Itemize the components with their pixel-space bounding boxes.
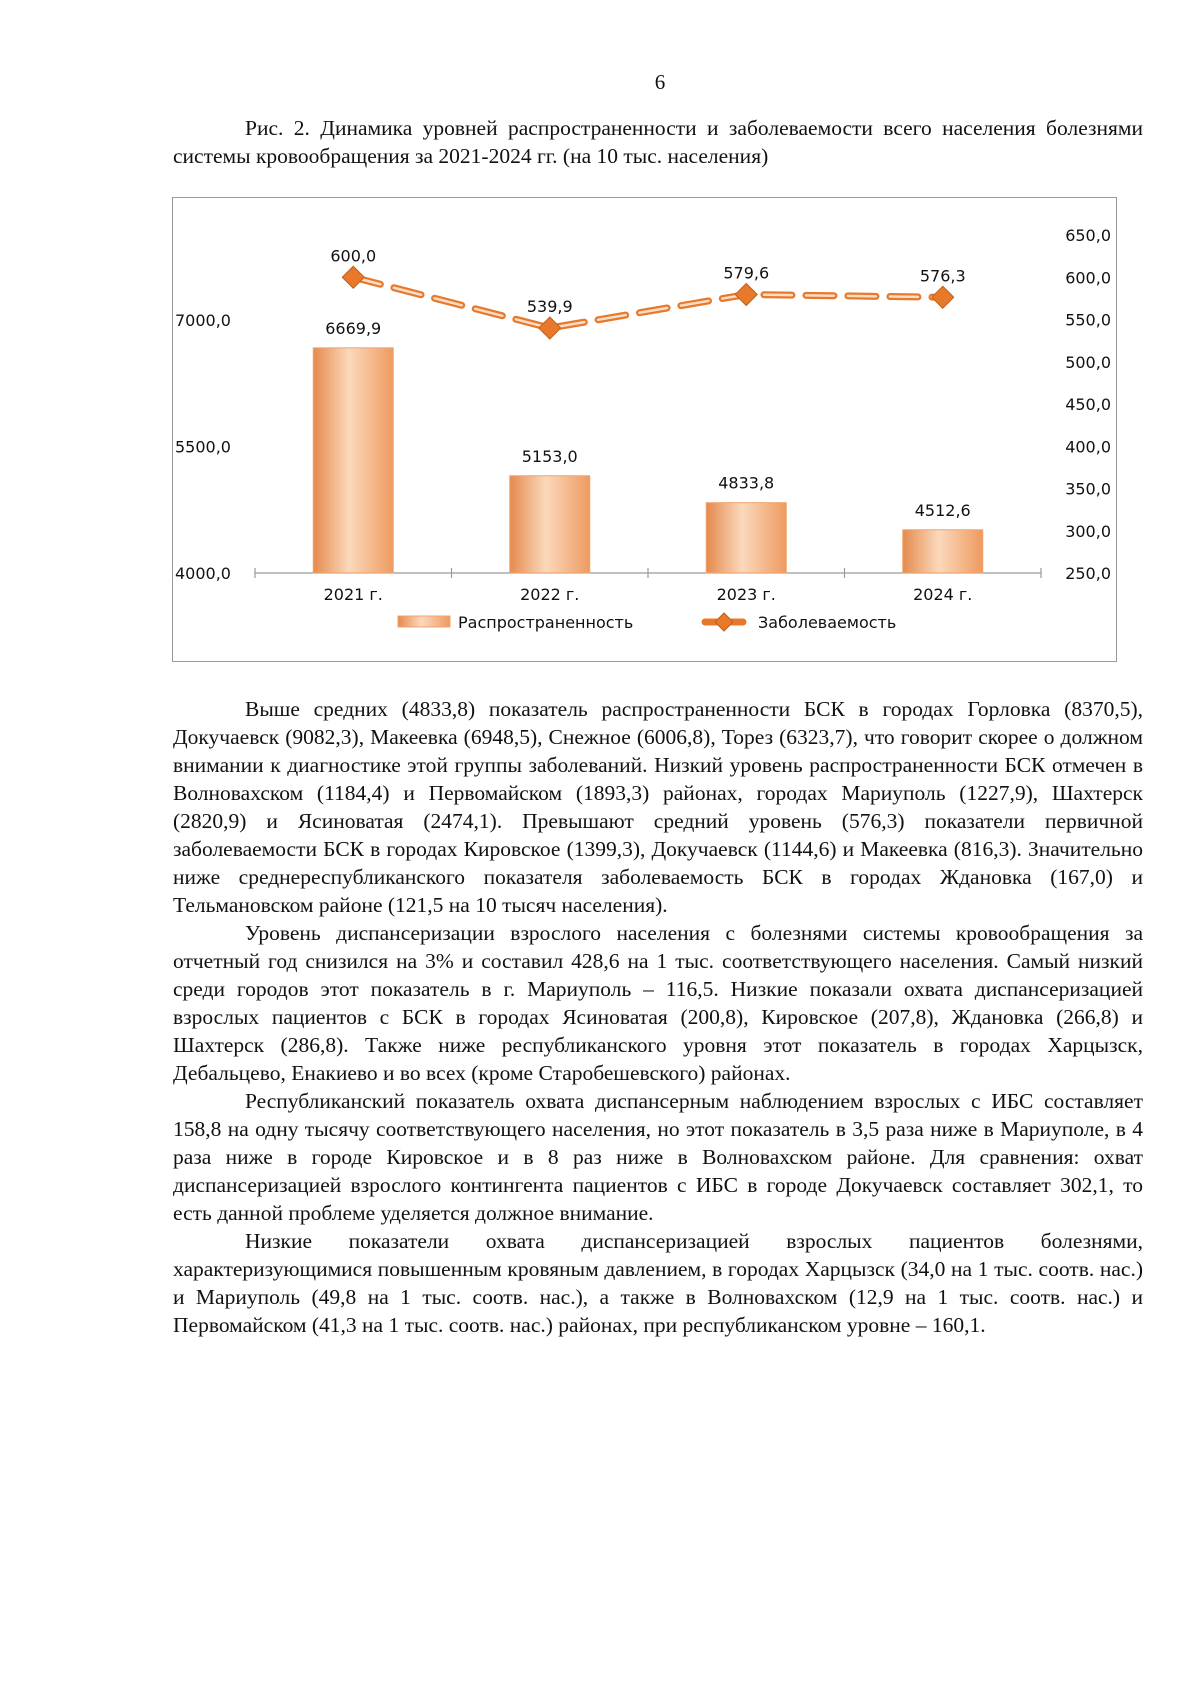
line-point-marker (932, 286, 954, 308)
x-tick-label: 2023 г. (716, 585, 776, 604)
bar-data-label: 5153,0 (521, 446, 578, 466)
x-tick-label: 2024 г. (913, 585, 973, 604)
line-data-label: 579,6 (723, 263, 770, 283)
bar-prevalence (510, 476, 590, 573)
y-right-tick-label: 450,0 (1065, 395, 1111, 414)
bar-data-label: 4512,6 (914, 500, 971, 520)
paragraph-ihd-coverage: Республиканский показатель охвата диспансерным наблюдением взрослых с ИБС составляет 158,8 на одну тысячу соответствующего населения, но этот показатель в 3,5 раза ниже в Мариуполе, в 4 раза ниже в городе Кировское и в 8 раз ниже в Волновахском районе. Для сравнения: охват диспансеризацией взрослого контингента пациентов с ИБС в городе Докучаевск составляет 302,1, то есть данной проблеме уделяется должное внимание. (173, 1089, 1143, 1225)
line-point-marker (539, 317, 561, 339)
figure-caption: Рис. 2. Динамика уровней распространенности и заболеваемости всего населения болезнями системы кровообращения за 2021-2024 гг. (на 10 тыс. населения) (173, 116, 1143, 168)
y-left-tick-label: 4000,0 (175, 564, 231, 583)
legend-bar-swatch (398, 616, 450, 627)
x-tick-label: 2021 г. (323, 585, 383, 604)
combo-chart (173, 198, 1116, 661)
x-tick-label: 2022 г. (520, 585, 580, 604)
line-incidence (353, 277, 943, 328)
y-right-tick-label: 550,0 (1065, 310, 1111, 330)
y-right-tick-label: 250,0 (1065, 564, 1111, 583)
bar-data-label: 4833,8 (718, 473, 775, 493)
y-right-tick-label: 500,0 (1065, 352, 1111, 372)
line-data-label: 576,3 (919, 266, 966, 286)
y-right-tick-label: 650,0 (1065, 226, 1111, 245)
line-data-label: 539,9 (526, 297, 573, 317)
y-left-tick-label: 7000,0 (175, 311, 231, 330)
line-point-marker (735, 283, 757, 305)
y-right-tick-label: 300,0 (1065, 521, 1111, 541)
legend-label-prevalence: Распространенность (458, 613, 634, 632)
y-right-tick-label: 350,0 (1065, 479, 1111, 499)
y-right-tick-label: 600,0 (1065, 268, 1111, 288)
body-text (173, 695, 1143, 1339)
bar-data-label: 6669,9 (325, 318, 382, 338)
paragraph-hypertension-coverage: Низкие показатели охвата диспансеризацией взрослых пациентов болезнями, характеризующимися повышенным кровяным давлением, в городах Харцызск (34,0 на 1 тыс. соотв. нас.) и Мариуполь (49,8 на 1 тыс. соотв. нас.), а также в Волновахском (12,9 на 1 тыс. соотв. нас.) и Первомайском (41,3 на 1 тыс. соотв. нас.) районах, при республиканском уровне – 160,1. (173, 1229, 1143, 1337)
paragraph-dispensarization: Уровень диспансеризации взрослого населения с болезнями системы кровообращения за отчетный год снизился на 3% и составил 428,6 на 1 тыс. соответствующего населения. Самый низкий среди городов этот показатель в г. Мариуполь – 116,5. Низкие показали охвата диспансеризацией взрослых пациентов с БСК в городах Ясиноватая (200,8), Кировское (207,8), Ждановка (266,8) и Шахтерск (286,8). Также ниже республиканского уровня этот показатель в городах Харцызск, Дебальцево, Енакиево и во всех (кроме Старобешевского) районах. (173, 921, 1143, 1085)
bar-prevalence (706, 503, 786, 573)
chart-frame (172, 197, 1117, 662)
y-right-tick-label: 400,0 (1065, 437, 1111, 457)
page-number: 6 (654, 70, 666, 94)
legend-diamond-marker (715, 613, 733, 631)
line-data-label: 600,0 (330, 246, 377, 266)
bar-prevalence (313, 348, 393, 573)
bar-prevalence (903, 530, 983, 573)
legend-label-incidence: Заболеваемость (758, 613, 897, 632)
paragraph-prevalence: Выше средних (4833,8) показатель распространенности БСК в городах Горловка (8370,5), Докучаевск (9082,3), Макеевка (6948,5), Снежное (6006,8), Торез (6323,7), что говорит скорее о должном внимании к диагностике этой группы заболеваний. Низкий уровень распространенности БСК отмечен в Волновахском (1184,4) и Первомайском (1893,3) районах, городах Мариуполь (1227,9), Шахтерск (2820,9) и Ясиноватая (2474,1). Превышают средний уровень (576,3) показатели первичной заболеваемости БСК в городах Кировское (1399,3), Докучаевск (1144,6) и Макеевка (816,3). Значительно ниже среднереспубликанского показателя заболеваемость БСК в городах Ждановка (167,0) и Тельмановском районе (121,5 на 10 тысяч населения). (173, 697, 1143, 917)
line-point-marker (342, 266, 364, 288)
y-left-tick-label: 5500,0 (175, 437, 231, 457)
